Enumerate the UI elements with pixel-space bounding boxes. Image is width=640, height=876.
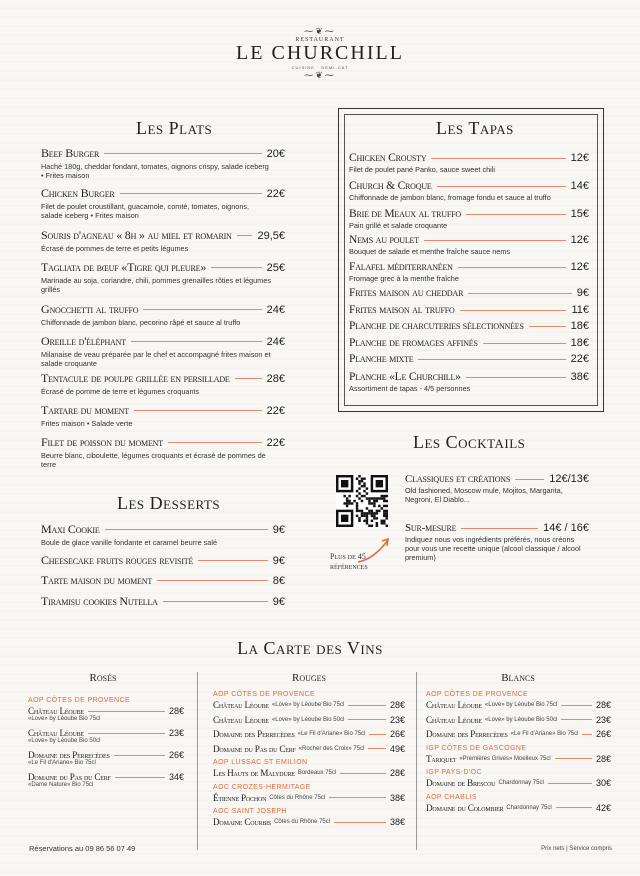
item-name: Chicken Crousty [349,152,427,164]
tapas-item [349,180,589,202]
dotted-leader [437,186,566,187]
dotted-leader [556,807,592,808]
dotted-leader [368,748,386,749]
wine-item [213,768,405,778]
item-name: Chicken Burger [41,186,115,200]
item-price: 20€ [266,147,285,160]
wine-divider-1 [197,672,198,850]
plat-item [41,435,285,469]
wine-item [28,772,184,788]
dotted-leader [468,293,572,294]
item-description: Milanaise de veau préparée par le chef et accompagné frites maison et salade croquante [41,350,271,368]
item-price: 29,5€ [257,229,285,242]
item-description: Indiquez nous vos ingrédients préférés, nous créons pour vous une recette unique (alcool classique / alcool premium) [405,535,581,562]
item-description: Haché 180g, cheddar fondant, tomates, oignons crispy, salade iceberg • Frites maison [41,162,269,180]
wine-price: 30€ [595,778,611,788]
wine-detail: Côtes du Rhône 75cl [269,794,326,801]
wine-item [213,715,405,725]
dotted-leader [561,705,592,706]
item-name: Tarte maison du moment [41,573,153,587]
dotted-leader [424,240,566,241]
wine-name: Domaine des Perrecèdes [213,729,295,739]
dotted-leader [418,359,565,360]
wine-price: 23€ [595,714,611,725]
item-price: 25€ [266,261,285,274]
tapas-item [349,261,589,283]
item-description: Frites maison • Salade verte [41,419,133,428]
wine-item [426,715,611,725]
dotted-leader [329,797,386,798]
wine-price: 23€ [389,714,405,725]
plat-item [41,260,285,294]
item-price: 22€ [266,187,285,200]
wines-title: La Carte des Vins [237,638,383,658]
item-price: 24€ [266,335,285,348]
wine-price: 26€ [595,729,611,739]
item-name: Beef Burger [41,146,100,160]
item-price: 12€ [570,261,589,273]
item-price: 22€ [266,404,285,417]
item-name: Church & Croque [349,180,432,192]
restaurant-label: RESTAURANT [295,37,345,43]
dotted-leader [157,580,268,581]
wine-name: Château Léoube [426,714,482,725]
item-price: 22€ [570,353,589,365]
item-name: Planche de charcuteries sélectionnées [349,320,524,332]
dotted-leader [529,326,566,327]
wine-item [426,729,611,739]
wine-detail: «Le Fil d'Ariane» Bio 75cl [28,760,96,766]
dotted-leader [348,719,386,720]
dotted-leader [163,601,268,602]
qr-code-icon[interactable] [336,475,388,527]
item-description: Chiffonnade de jambon blanc, fromage fondu et sauce al truffo [349,193,551,202]
plat-item [41,403,285,428]
references-note: Plus de 45 références [330,552,368,571]
dotted-leader [461,528,538,529]
wine-item [426,778,611,788]
wine-divider-2 [416,672,417,850]
item-description: Old fashioned, Moscow mule, Mojitos, Margarita, Negroni, El Diablo... [405,486,563,504]
desserts-title: Les Desserts [117,493,221,513]
wine-detail: «Love» by Léoube Bio 50cl [271,716,345,723]
item-name: Tagliata de bœuf «Tigre qui pleure» [41,260,207,274]
item-price: 12€ [570,152,589,164]
wine-item [426,700,611,710]
wine-name: Château Léoube [28,728,84,738]
dotted-leader [134,410,262,411]
tapas-title: Les Tapas [436,118,514,138]
wine-price: 26€ [389,729,405,739]
wine-detail: Côtes du Rhône 75cl [274,819,331,825]
wine-name: Les Hauts de Malydure [213,768,295,778]
dessert-item [41,522,285,547]
dotted-leader [211,267,262,268]
wine-name: Domaine du Pas du Cerf [213,743,296,754]
wine-name: Château Léoube [213,714,269,725]
dotted-leader [143,309,261,310]
wine-detail: «Love» by Léoube Bio 75cl [28,716,101,722]
item-description: Chiffonnade de jambon blanc, pecorino râpé et sauce al truffo [41,318,241,327]
dotted-leader [561,719,592,720]
item-description: Filet de poulet pané Panko, sauce sweet chili [349,165,496,174]
cocktail-item [405,522,589,562]
dotted-leader [348,705,386,706]
dotted-leader [105,529,268,530]
item-name: Gnocchetti al truffo [41,302,139,316]
dessert-item [41,594,285,610]
wine-price: 26€ [168,750,184,760]
item-name: Filet de poisson du moment [41,435,163,449]
dotted-leader [460,310,567,311]
wine-region: AOC CROZES-HERMITAGE [213,783,311,791]
wine-item [213,729,405,739]
item-name: Oreille d'éléphant [41,334,126,348]
dotted-leader [515,479,544,480]
wine-price: 49€ [389,743,405,754]
plat-item [41,146,285,180]
wine-region: AOC SAINT JOSEPH [213,808,287,815]
wine-price: 34€ [168,772,184,782]
wine-detail: «Love» by Léoube Bio 50cl [28,738,101,744]
item-description: Écrasé de pomme de terre et légumes croquants [41,387,200,396]
reservation-info: Réservations au 09 86 56 07 49 [29,844,136,853]
dotted-leader [237,235,253,236]
wine-price: 28€ [595,753,611,764]
item-name: Tiramisu cookies Nutella [41,594,158,608]
plat-item [41,371,285,396]
item-price: 15€ [570,208,589,220]
dotted-leader [104,153,261,154]
tapas-item [349,152,589,174]
wine-item [28,750,184,766]
tapas-item [349,353,589,366]
roses-title: Rosés [89,672,117,684]
item-name: Tentacule de poulpe grillée en persillade [41,371,230,385]
price-note: Prix nets | Service compris [541,846,612,852]
plat-item [41,228,285,253]
dotted-leader [114,755,165,756]
wine-price: 28€ [595,700,611,710]
item-name: Planche de fromages affinés [349,337,478,349]
dotted-leader [88,733,165,734]
dotted-leader [369,734,386,735]
wine-detail: «Love» by Léoube Bio 50cl [484,716,558,723]
wine-name: Domaine des Perrecèdes [28,750,110,760]
wine-item [213,700,405,710]
tapas-item [349,304,589,317]
item-price: 9€ [272,523,285,536]
item-price: 9€ [272,595,285,608]
wine-price: 38€ [389,792,405,803]
wine-region: AOP LUSSAC ST EMILION [213,759,308,766]
wine-name: Domaine des Perrecèdes [426,729,508,739]
item-name: Falafel méditerranéen [349,261,453,273]
tapas-item [349,320,589,333]
ornament-bottom-icon: ⁓❦⁓ [304,70,336,80]
dotted-leader [340,773,386,774]
wine-name: Domaine du Pas du Cerf [28,772,111,782]
dotted-leader [131,341,262,342]
item-name: Frites maison au cheddar [349,287,464,299]
wine-price: 28€ [168,706,184,716]
dotted-leader [582,734,592,735]
wine-region: IGP CÔTES DE GASCOGNE [426,744,527,752]
dotted-leader [168,442,262,443]
dotted-leader [235,378,262,379]
tapas-item [349,371,589,393]
wine-price: 28€ [389,768,405,778]
dessert-item [41,573,285,589]
item-description: Écrasé de pommes de terre et petits légumes [41,244,189,253]
item-description: Fromage grec à la menthe fraîche [349,274,459,283]
wine-name: Château Léoube [28,706,84,716]
item-name: Nems au poulet [349,234,419,246]
item-name: Classiques et créations [405,473,511,485]
item-name: Tartare du moment [41,403,129,417]
wine-price: 42€ [595,802,611,813]
wine-name: Domaine du Colombier [426,802,504,813]
dotted-leader [483,343,566,344]
item-description: Assortiment de tapas - 4/5 personnes [349,384,471,393]
wine-item [213,744,405,754]
wine-region: AOP CÔTES DE PROVENCE [213,691,316,698]
item-price: 22€ [266,436,285,449]
tapas-item [349,287,589,300]
wine-detail: «Love» by Léoube Bio 75cl [271,702,345,708]
item-price: 9€ [576,287,589,299]
restaurant-name: LE CHURCHILL [236,42,404,64]
wine-detail: «Dame Nature» Bio 75cl [28,782,94,788]
wine-price: 28€ [389,700,405,710]
wine-detail: «Premières Grives» Moelleux 75cl [459,755,551,762]
wine-name: Domaine Courbis [213,817,272,827]
dotted-leader [466,377,566,378]
wine-detail: Chardonnay 75cl [498,780,544,786]
plat-item [41,302,285,327]
wine-price: 23€ [168,728,184,738]
tapas-item [349,208,589,230]
item-price: 38€ [570,371,589,383]
item-description: Beurre blanc, ciboulette, légumes croquants et écrasé de pommes de terre [41,451,266,469]
item-description: Marinade au soja, coriandre, chili, pommes grenailles rôties et légumes grillés [41,276,271,294]
item-price: 9€ [272,554,285,567]
dotted-leader [431,158,565,159]
wine-region: AOP CÔTES DE PROVENCE [426,691,529,698]
item-price: 11€ [571,304,589,316]
wine-region: AOP CHABLIS [426,793,477,801]
wine-name: Domaine de Brescou [426,778,496,788]
wine-detail: «Rocher des Croix» 75cl [298,745,365,752]
item-name: Planche «Le Churchill» [349,371,461,383]
wine-name: Château Léoube [213,700,269,710]
item-price: 12€ [570,234,589,246]
tapas-item [349,234,589,256]
wine-item [213,817,405,827]
item-name: Frites maison al truffo [349,304,455,316]
dotted-leader [115,777,165,778]
dotted-leader [120,193,262,194]
wine-detail: «Le Fil d'Ariane» Bio 75cl [510,731,579,737]
wine-detail: Chardonnay 75cl [506,804,552,811]
blancs-title: Blancs [501,672,535,684]
wine-name: Tariquet [426,753,457,764]
wine-name: Château Léoube [426,700,482,710]
item-price: 14€ / 16€ [543,522,589,534]
item-price: 18€ [570,320,589,332]
cocktail-item [405,473,589,504]
wine-detail: «Love» by Léoube Bio 75cl [484,702,558,708]
dotted-leader [88,711,165,712]
item-name: Planche mixte [349,353,414,365]
dessert-item [41,553,285,569]
item-price: 12€/13€ [549,473,589,485]
wine-item [426,803,611,813]
wine-region: AOP CÔTES DE PROVENCE [28,697,131,704]
dotted-leader [548,783,592,784]
wine-item [28,728,184,744]
wine-item [426,754,611,764]
dotted-leader [334,822,386,823]
dotted-leader [466,214,566,215]
item-price: 8€ [272,574,285,587]
item-name: Cheesecake fruits rouges revisité [41,553,194,567]
cocktails-title: Les Cocktails [413,432,526,452]
restaurant-header [0,26,640,81]
item-description: Bouquet de salade et menthe fraîche sauce nems [349,247,511,256]
item-price: 28€ [266,372,285,385]
rouges-title: Rouges [291,672,326,684]
item-price: 24€ [266,303,285,316]
dotted-leader [458,267,566,268]
wine-region: IGP PAYS-D'OC [426,769,482,776]
item-description: Pain grillé et salade croquante [349,221,448,230]
item-description: Boule de glace vanille fondante et caramel beurre salé [41,538,218,547]
wine-item [28,706,184,722]
plats-title: Les Plats [136,118,213,138]
dotted-leader [198,560,268,561]
item-price: 14€ [570,180,589,192]
wine-detail: Bordeaux 75cl [297,770,337,776]
item-name: Maxi Cookie [41,522,100,536]
plat-item [41,334,285,368]
wine-item [213,793,405,803]
ornament-top-icon: ⁓❦⁓ [304,26,336,36]
tapas-item [349,337,589,350]
wine-price: 38€ [389,817,405,827]
item-name: Sur-mesure [405,522,457,534]
wine-name: Étienne Pochon [213,792,267,803]
plat-item [41,186,285,220]
wine-detail: «Le Fil d'Ariane» Bio 75cl [297,731,366,737]
item-name: Brie de Meaux al truffo [349,208,461,220]
item-name: Souris d'agneau « 8h » au miel et romarin [41,228,232,242]
item-price: 18€ [570,337,589,349]
dotted-leader [555,758,592,759]
item-description: Filet de poulet croustillant, guacamole, comté, tomates, oignons, salade iceberg • Frites maison [41,202,250,220]
restaurant-tagline: CUISINE · DEMI-CAT [291,65,349,70]
